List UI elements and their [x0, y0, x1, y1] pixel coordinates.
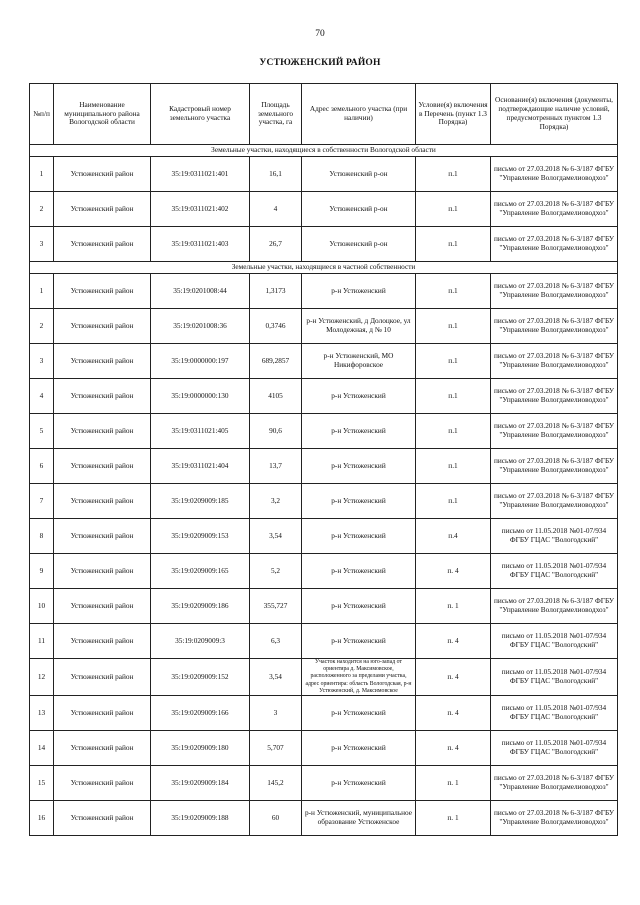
cell-condition: п. 1: [416, 589, 491, 624]
cell-cadastral: 35:19:0311021:403: [151, 227, 250, 262]
header-cell-basis: Основание(я) включения (документы, подтверждающие наличие условий, предусмотренных пунктом 1.3 Порядка): [491, 84, 618, 145]
table-row: [30, 414, 618, 449]
cell-basis: письмо от 27.03.2018 № 6-3/187 ФГБУ "Управление Вологдамелиоводхоз": [491, 274, 618, 309]
cell-condition: п. 4: [416, 659, 491, 696]
cell-number: 15: [30, 766, 54, 801]
cell-number: 3: [30, 344, 54, 379]
cell-basis: письмо от 27.03.2018 № 6-3/187 ФГБУ "Управление Вологдамелиоводхоз": [491, 449, 618, 484]
cell-basis: письмо от 11.05.2018 №01-07/934 ФГБУ ГЦАС "Вологодский": [491, 624, 618, 659]
cell-district: Устюженский район: [54, 766, 151, 801]
cell-basis: письмо от 27.03.2018 № 6-3/187 ФГБУ "Управление Вологдамелиоводхоз": [491, 192, 618, 227]
header-cell-area: Площадь земельного участка, га: [250, 84, 302, 145]
cell-basis: письмо от 11.05.2018 №01-07/934 ФГБУ ГЦАС "Вологодский": [491, 519, 618, 554]
cell-district: Устюженский район: [54, 801, 151, 836]
cell-address: р-н Устюженский: [302, 414, 416, 449]
cell-cadastral: 35:19:0209009:186: [151, 589, 250, 624]
cell-district: Устюженский район: [54, 484, 151, 519]
cell-area: 6,3: [250, 624, 302, 659]
cell-address: р-н Устюженский: [302, 589, 416, 624]
cell-basis: письмо от 27.03.2018 № 6-3/187 ФГБУ "Управление Вологдамелиоводхоз": [491, 379, 618, 414]
cell-address: р-н Устюженский: [302, 519, 416, 554]
cell-basis: письмо от 27.03.2018 № 6-3/187 ФГБУ "Управление Вологдамелиоводхоз": [491, 589, 618, 624]
cell-number: 16: [30, 801, 54, 836]
cell-condition: п.1: [416, 379, 491, 414]
cell-condition: п.1: [416, 309, 491, 344]
table-row: [30, 157, 618, 192]
cell-number: 8: [30, 519, 54, 554]
cell-condition: п.1: [416, 449, 491, 484]
header-cell-number: №п/п: [30, 84, 54, 145]
cell-address: р-н Устюженский: [302, 554, 416, 589]
cell-address: р-н Устюженский, муниципальное образование Устюженское: [302, 801, 416, 836]
cell-condition: п.1: [416, 192, 491, 227]
cell-basis: письмо от 27.03.2018 № 6-3/187 ФГБУ "Управление Вологдамелиоводхоз": [491, 157, 618, 192]
cell-number: 5: [30, 414, 54, 449]
cell-district: Устюженский район: [54, 157, 151, 192]
cell-area: 5,2: [250, 554, 302, 589]
cell-area: 689,2857: [250, 344, 302, 379]
cell-district: Устюженский район: [54, 449, 151, 484]
cell-area: 3,2: [250, 484, 302, 519]
cell-area: 26,7: [250, 227, 302, 262]
cell-number: 12: [30, 659, 54, 696]
table-row: [30, 766, 618, 801]
cell-district: Устюженский район: [54, 192, 151, 227]
header-cell-district: Наименование муниципального района Вологодской области: [54, 84, 151, 145]
table-row: [30, 274, 618, 309]
cell-address: р-н Устюженский: [302, 696, 416, 731]
cell-condition: п.4: [416, 519, 491, 554]
cell-number: 1: [30, 274, 54, 309]
cell-address: р-н Устюженский: [302, 624, 416, 659]
cell-basis: письмо от 27.03.2018 № 6-3/187 ФГБУ "Управление Вологдамелиоводхоз": [491, 484, 618, 519]
cell-area: 13,7: [250, 449, 302, 484]
cell-cadastral: 35:19:0311021:402: [151, 192, 250, 227]
cell-district: Устюженский район: [54, 659, 151, 696]
cell-cadastral: 35:19:0311021:401: [151, 157, 250, 192]
cell-district: Устюженский район: [54, 227, 151, 262]
cell-basis: письмо от 27.03.2018 № 6-3/187 ФГБУ "Управление Вологдамелиоводхоз": [491, 227, 618, 262]
cell-address: Устюженский р-он: [302, 192, 416, 227]
cell-number: 4: [30, 379, 54, 414]
cell-condition: п. 4: [416, 624, 491, 659]
cell-area: 145,2: [250, 766, 302, 801]
cell-number: 1: [30, 157, 54, 192]
cell-cadastral: 35:19:0209009:3: [151, 624, 250, 659]
cell-basis: письмо от 27.03.2018 № 6-3/187 ФГБУ "Управление Вологдамелиоводхоз": [491, 801, 618, 836]
cell-address: Устюженский р-он: [302, 157, 416, 192]
cell-cadastral: 35:19:0201008:44: [151, 274, 250, 309]
table-header: [30, 84, 618, 145]
cell-area: 5,707: [250, 731, 302, 766]
cell-address: р-н Устюженский: [302, 766, 416, 801]
cell-cadastral: 35:19:0311021:405: [151, 414, 250, 449]
table-row: [30, 589, 618, 624]
table-body: [30, 145, 618, 836]
cell-district: Устюженский район: [54, 624, 151, 659]
cell-condition: п. 1: [416, 801, 491, 836]
cell-area: 4105: [250, 379, 302, 414]
cell-district: Устюженский район: [54, 344, 151, 379]
cell-district: Устюженский район: [54, 731, 151, 766]
cell-district: Устюженский район: [54, 519, 151, 554]
table-row: [30, 624, 618, 659]
cell-condition: п.1: [416, 274, 491, 309]
cell-basis: письмо от 11.05.2018 №01-07/934 ФГБУ ГЦАС "Вологодский": [491, 731, 618, 766]
page-number: 70: [315, 29, 325, 39]
cell-area: 355,727: [250, 589, 302, 624]
cell-area: 60: [250, 801, 302, 836]
cell-condition: п. 4: [416, 554, 491, 589]
cell-number: 13: [30, 696, 54, 731]
table-row: [30, 344, 618, 379]
cell-district: Устюженский район: [54, 589, 151, 624]
cell-cadastral: 35:19:0209009:184: [151, 766, 250, 801]
cell-cadastral: 35:19:0209009:185: [151, 484, 250, 519]
cell-condition: п.1: [416, 227, 491, 262]
cell-condition: п.1: [416, 484, 491, 519]
cell-condition: п.1: [416, 414, 491, 449]
cell-basis: письмо от 27.03.2018 № 6-3/187 ФГБУ "Управление Вологдамелиоводхоз": [491, 309, 618, 344]
cell-cadastral: 35:19:0209009:152: [151, 659, 250, 696]
cell-district: Устюженский район: [54, 554, 151, 589]
table-row: [30, 484, 618, 519]
table-row: [30, 801, 618, 836]
cell-address: Участок находится на юго-запад от ориентира д. Максимовское, расположенного за пределами участка, адрес ориентира: область Вологодская, р-н Устюженский, д. Максимовское: [302, 659, 416, 696]
cell-address: р-н Устюженский, МО Никифоровское: [302, 344, 416, 379]
cell-district: Устюженский район: [54, 309, 151, 344]
cell-cadastral: 35:19:0201008:36: [151, 309, 250, 344]
section-title: Земельные участки, находящиеся в собственности Вологодской области: [30, 145, 618, 157]
land-plots-table: [29, 83, 618, 836]
table-row: [30, 227, 618, 262]
cell-cadastral: 35:19:0209009:166: [151, 696, 250, 731]
cell-district: Устюженский район: [54, 414, 151, 449]
cell-cadastral: 35:19:0209009:188: [151, 801, 250, 836]
cell-area: 90,6: [250, 414, 302, 449]
cell-area: 3,54: [250, 519, 302, 554]
cell-address: Устюженский р-он: [302, 227, 416, 262]
cell-address: р-н Устюженский: [302, 274, 416, 309]
cell-area: 1,3173: [250, 274, 302, 309]
section-header-row: [30, 145, 618, 157]
cell-number: 2: [30, 309, 54, 344]
cell-condition: п.1: [416, 344, 491, 379]
table-row: [30, 519, 618, 554]
cell-area: 3: [250, 696, 302, 731]
cell-area: 3,54: [250, 659, 302, 696]
cell-number: 11: [30, 624, 54, 659]
table-row: [30, 192, 618, 227]
cell-area: 4: [250, 192, 302, 227]
cell-basis: письмо от 11.05.2018 №01-07/934 ФГБУ ГЦАС "Вологодский": [491, 554, 618, 589]
table-row: [30, 379, 618, 414]
cell-basis: письмо от 11.05.2018 №01-07/934 ФГБУ ГЦАС "Вологодский": [491, 696, 618, 731]
cell-basis: письмо от 11.05.2018 №01-07/934 ФГБУ ГЦАС "Вологодский": [491, 659, 618, 696]
cell-basis: письмо от 27.03.2018 № 6-3/187 ФГБУ "Управление Вологдамелиоводхоз": [491, 414, 618, 449]
header-cell-condition: Условие(я) включения в Перечень (пункт 1.3 Порядка): [416, 84, 491, 145]
header-cell-cadastral: Кадастровый номер земельного участка: [151, 84, 250, 145]
table-row: [30, 449, 618, 484]
cell-cadastral: 35:19:0000000:130: [151, 379, 250, 414]
cell-cadastral: 35:19:0209009:180: [151, 731, 250, 766]
table-row: [30, 309, 618, 344]
cell-area: 16,1: [250, 157, 302, 192]
cell-district: Устюженский район: [54, 696, 151, 731]
cell-district: Устюженский район: [54, 379, 151, 414]
cell-number: 3: [30, 227, 54, 262]
section-header-row: [30, 262, 618, 274]
cell-address: р-н Устюженский, д Долоцкое, ул Молодежная, д № 10: [302, 309, 416, 344]
cell-address: р-н Устюженский: [302, 484, 416, 519]
table-row: [30, 696, 618, 731]
cell-cadastral: 35:19:0209009:153: [151, 519, 250, 554]
page-title: УСТЮЖЕНСКИЙ РАЙОН: [259, 58, 381, 68]
cell-address: р-н Устюженский: [302, 449, 416, 484]
cell-number: 14: [30, 731, 54, 766]
section-title: Земельные участки, находящиеся в частной собственности: [30, 262, 618, 274]
cell-basis: письмо от 27.03.2018 № 6-3/187 ФГБУ "Управление Вологдамелиоводхоз": [491, 766, 618, 801]
cell-number: 7: [30, 484, 54, 519]
table-row: [30, 731, 618, 766]
cell-condition: п.1: [416, 157, 491, 192]
cell-condition: п. 4: [416, 696, 491, 731]
cell-number: 6: [30, 449, 54, 484]
cell-district: Устюженский район: [54, 274, 151, 309]
cell-condition: п. 1: [416, 766, 491, 801]
header-cell-address: Адрес земельного участка (при наличии): [302, 84, 416, 145]
table-row: [30, 659, 618, 696]
cell-number: 10: [30, 589, 54, 624]
cell-area: 0,3746: [250, 309, 302, 344]
cell-number: 2: [30, 192, 54, 227]
cell-cadastral: 35:19:0209009:165: [151, 554, 250, 589]
cell-cadastral: 35:19:0311021:404: [151, 449, 250, 484]
table-row: [30, 554, 618, 589]
cell-condition: п. 4: [416, 731, 491, 766]
cell-number: 9: [30, 554, 54, 589]
cell-address: р-н Устюженский: [302, 379, 416, 414]
cell-basis: письмо от 27.03.2018 № 6-3/187 ФГБУ "Управление Вологдамелиоводхоз": [491, 344, 618, 379]
cell-address: р-н Устюженский: [302, 731, 416, 766]
cell-cadastral: 35:19:0000000:197: [151, 344, 250, 379]
